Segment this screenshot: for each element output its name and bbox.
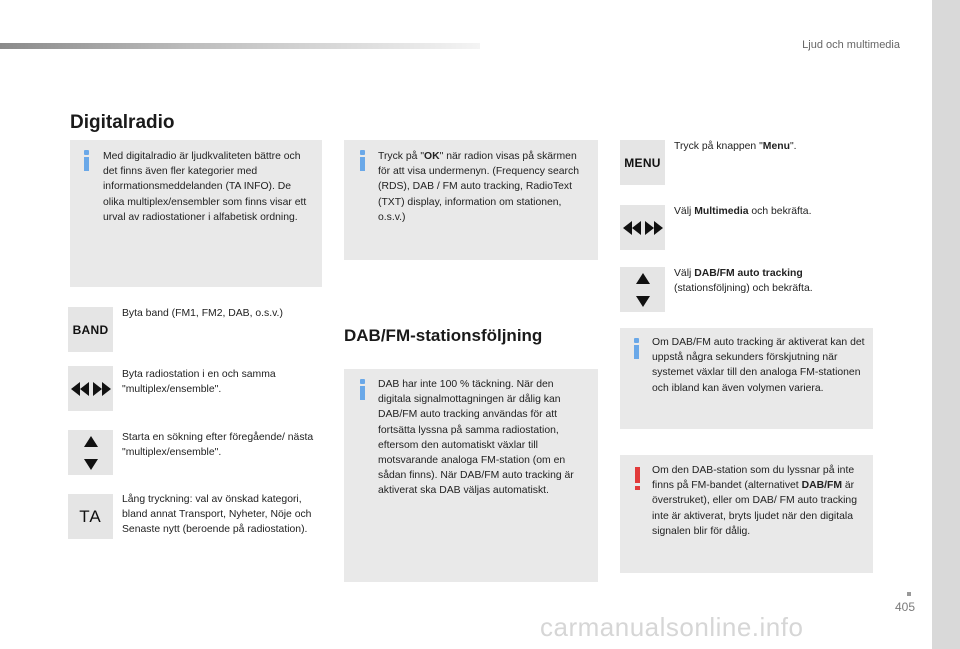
band-button-label: BAND bbox=[72, 322, 109, 337]
warning-text: Om den DAB-station som du lyssnar på inte finns på FM-bandet (alternativet DAB/FM är överstruket), eller om DAB/ FM auto tracking inte är aktiverat, bryts ljudet när den digitala signalen blir för dålig. bbox=[652, 465, 857, 537]
multimedia-step-text: Välj Multimedia och bekräfta. bbox=[674, 206, 812, 217]
info-tracking-text: Om DAB/FM auto tracking är aktiverat kan det uppstå några sekunders förskjutning när systemet växlar till den analoga FM-stationen och ibland kan även volymen variera. bbox=[652, 337, 865, 394]
info-box-dab bbox=[344, 369, 598, 582]
warning-box bbox=[620, 455, 873, 573]
ta-button-label: TA bbox=[79, 506, 102, 526]
band-button[interactable] bbox=[68, 307, 113, 352]
menu-button-label: MENU bbox=[624, 155, 661, 170]
band-description: Byta band (FM1, FM2, DAB, o.s.v.) bbox=[122, 308, 283, 319]
info-icon bbox=[359, 379, 367, 401]
up-down-arrows-icon bbox=[636, 273, 650, 307]
page-marker bbox=[907, 592, 911, 596]
search-description: Starta en sökning efter föregående/ nästa "multiplex/ensemble". bbox=[122, 432, 314, 459]
page-title: Digitalradio bbox=[70, 112, 175, 133]
info-box-ok bbox=[344, 140, 598, 260]
watermark: carmanualsonline.info bbox=[540, 612, 804, 642]
menu-step-text: Tryck på knappen "Menu". bbox=[674, 141, 797, 152]
info-dab-text: DAB har inte 100 % täckning. När den digitala signalmottagningen är dålig kan DAB/FM auto tracking användas för att fortsätta lyssna på samma radiostation, eftersom den automatiskt växlar till motsvarande analoga FM-station (om en sådan finns). När DAB/FM auto tracking är aktiverat ska DAB väljas automatiskt. bbox=[378, 379, 574, 497]
seek-arrows-icon bbox=[71, 382, 111, 396]
seek-arrows-icon bbox=[623, 221, 663, 235]
side-strip bbox=[932, 0, 960, 649]
page-number: 405 bbox=[895, 600, 916, 614]
up-down-arrows[interactable] bbox=[68, 430, 113, 475]
up-down-arrows-icon bbox=[84, 436, 98, 470]
seek-description: Byta radiostation i en och samma "multiplex/ensemble". bbox=[122, 369, 276, 396]
menu-button[interactable] bbox=[620, 140, 665, 185]
section-subtitle: DAB/FM-stationsföljning bbox=[344, 326, 543, 345]
up-down-arrows-right[interactable] bbox=[620, 267, 665, 312]
ta-description: Lång tryckning: val av önskad kategori, bland annat Transport, Nyheter, Nöje och Senaste nytt (beroende på radiostation). bbox=[122, 494, 312, 536]
info-text: Med digitalradio är ljudkvaliteten bättre och det finns även fler kategorier med informationsmeddelanden (TA INFO). De olika multiplex/ensembler som finns visar ett urval av radiostationer i alfabetisk ordning. bbox=[103, 151, 307, 223]
section-title: Ljud och multimedia bbox=[802, 39, 900, 51]
info-icon bbox=[359, 150, 367, 172]
seek-buttons-right[interactable] bbox=[620, 205, 665, 250]
info-box-tracking bbox=[620, 328, 873, 429]
info-ok-text: Tryck på "OK" när radion visas på skärmen för att visa undermenyn. (Frequency search (RDS), DAB / FM auto tracking, RadioText (TXT) display, information om stationen, o.s.v.) bbox=[378, 151, 579, 223]
info-box-digital-radio bbox=[70, 140, 322, 287]
warning-icon bbox=[635, 467, 641, 491]
info-icon bbox=[633, 338, 641, 360]
info-icon bbox=[83, 150, 91, 172]
tracking-step-text: Välj DAB/FM auto tracking (stationsföljning) och bekräfta. bbox=[674, 268, 813, 295]
header-gradient-bar bbox=[0, 43, 480, 49]
ta-button[interactable] bbox=[68, 494, 113, 539]
seek-buttons[interactable] bbox=[68, 366, 113, 411]
